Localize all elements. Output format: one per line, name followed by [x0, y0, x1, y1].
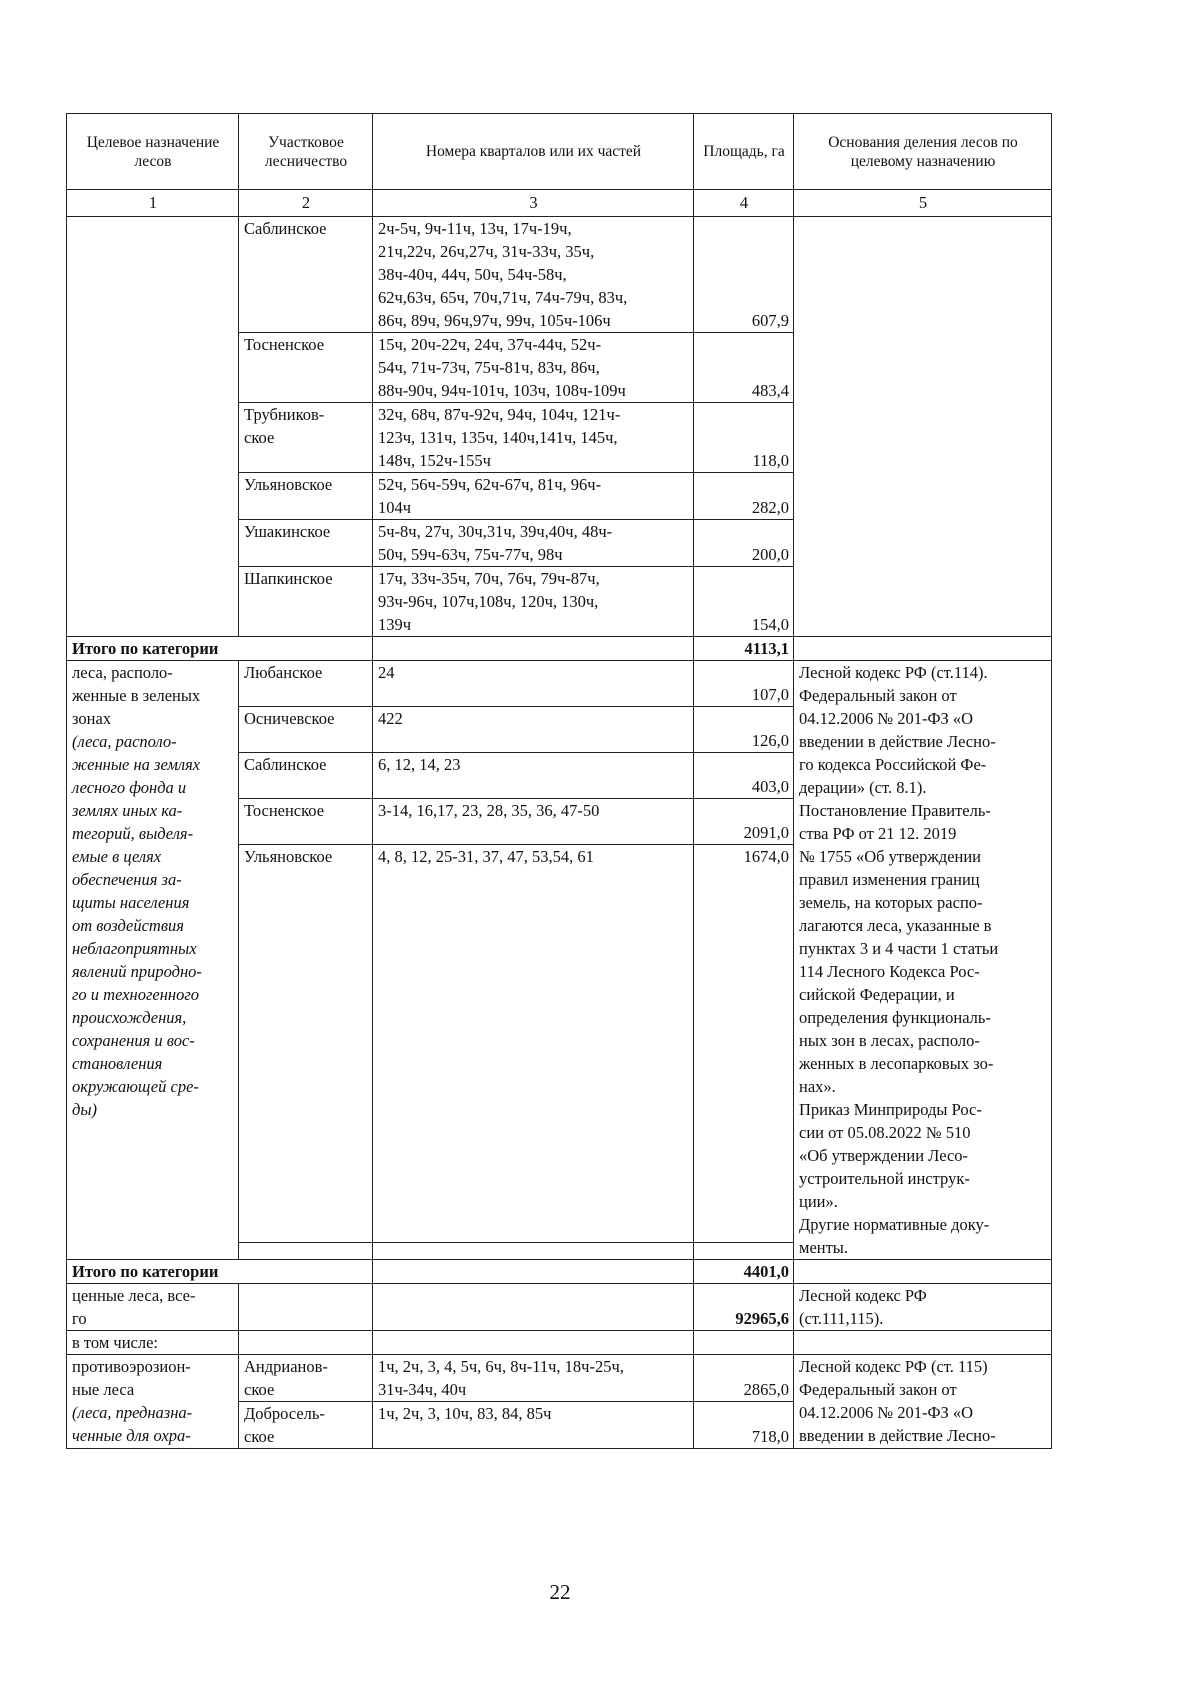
quarters-cell: 1ч, 2ч, 3, 10ч, 83, 84, 85ч	[373, 1402, 694, 1449]
category-total-row	[67, 1260, 1052, 1284]
header-basis: Основания деления лесов по целевому назначению	[794, 114, 1052, 190]
district-cell: Любанское	[239, 661, 373, 707]
valuable-total: 92965,6	[694, 1284, 794, 1331]
header-purpose: Целевое назначение лесов	[67, 114, 239, 190]
area-cell: 107,0	[694, 661, 794, 707]
empty-cell	[794, 1331, 1052, 1355]
quarters-cell: 422	[373, 707, 694, 753]
purpose-cell-empty	[67, 217, 239, 637]
district-cell: Саблинское	[239, 753, 373, 799]
area-cell: 2091,0	[694, 799, 794, 845]
area-cell: 483,4	[694, 333, 794, 403]
purpose-italic: (леса, располо- женные на землях лесного фонда и землях иных ка- тегорий, выделя- емые в целях обеспечения за- щиты населения от воздействия неблагоприятных явлений природно- го и техногенного происхождения, сохранения и вос- становления окружающей сре- ды)	[72, 732, 202, 1119]
purpose-plain: леса, располо- женные в зеленых зонах	[72, 663, 201, 728]
district-cell: Саблинское	[239, 217, 373, 333]
district-cell: Ульяновское	[239, 845, 373, 1243]
empty-cell	[239, 1284, 373, 1331]
col-num-5: 5	[794, 190, 1052, 217]
purpose-cell	[67, 1355, 239, 1449]
header-area: Площадь, га	[694, 114, 794, 190]
district-cell: Ульяновское	[239, 473, 373, 520]
header-row	[67, 114, 1052, 190]
table-row	[67, 661, 1052, 707]
area-cell: 718,0	[694, 1402, 794, 1449]
quarters-cell: 4, 8, 12, 25-31, 37, 47, 53,54, 61	[373, 845, 694, 1243]
table-row	[67, 1355, 1052, 1402]
column-number-row	[67, 190, 1052, 217]
empty-cell	[794, 1260, 1052, 1284]
including-label: в том числе:	[67, 1331, 239, 1355]
empty-cell	[794, 637, 1052, 661]
quarters-cell: 2ч-5ч, 9ч-11ч, 13ч, 17ч-19ч, 21ч,22ч, 26ч,27ч, 31ч-33ч, 35ч, 38ч-40ч, 44ч, 50ч, 54ч-58ч, 62ч,63ч, 65ч, 70ч,71ч, 74ч-79ч, 83ч, 86ч, 89ч, 96ч,97ч, 99ч, 105ч-106ч	[373, 217, 694, 333]
col-num-4: 4	[694, 190, 794, 217]
quarters-cell: 52ч, 56ч-59ч, 62ч-67ч, 81ч, 96ч- 104ч	[373, 473, 694, 520]
header-quarters: Номера кварталов или их частей	[373, 114, 694, 190]
header-district: Участковое лесничество	[239, 114, 373, 190]
empty-cell	[373, 1284, 694, 1331]
empty-cell	[373, 1331, 694, 1355]
area-cell: 154,0	[694, 567, 794, 637]
area-cell: 126,0	[694, 707, 794, 753]
quarters-cell: 3-14, 16,17, 23, 28, 35, 36, 47-50	[373, 799, 694, 845]
basis-cell-empty	[794, 217, 1052, 637]
page-number: 22	[549, 1580, 571, 1604]
district-cell: Трубников- ское	[239, 403, 373, 473]
district-cell: Осничевское	[239, 707, 373, 753]
purpose-cell	[67, 661, 239, 1260]
empty-cell	[373, 1260, 694, 1284]
empty-cell	[239, 1331, 373, 1355]
col-num-2: 2	[239, 190, 373, 217]
category-total-value: 4401,0	[694, 1260, 794, 1284]
quarters-cell: 17ч, 33ч-35ч, 70ч, 76ч, 79ч-87ч, 93ч-96ч, 107ч,108ч, 120ч, 130ч, 139ч	[373, 567, 694, 637]
forest-purpose-table	[66, 113, 1052, 1449]
col-num-1: 1	[67, 190, 239, 217]
district-cell: Андрианов- ское	[239, 1355, 373, 1402]
empty-cell	[239, 1243, 373, 1260]
basis-cell: Лесной кодекс РФ (ст.114). Федеральный закон от 04.12.2006 № 201-ФЗ «О введении в действие Лесно- го кодекса Российской Фе- дерации» (ст. 8.1). Постановление Правитель- ства РФ от 21 12. 2019 № 1755 «Об утверждении правил изменения границ земель, на которых распо- лагаются леса, указанные в пунктах 3 и 4 части 1 статьи 114 Лесного Кодекса Рос- сийской Федерации, и определения функциональ- ных зон в лесах, располо- женных в лесопарковых зо- нах». Приказ Минприроды Рос- сии от 05.08.2022 № 510 «Об утверждении Лесо- устроительной инструк- ции». Другие нормативные доку- менты.	[794, 661, 1052, 1260]
purpose-plain: противоэрозион- ные леса	[72, 1357, 191, 1399]
quarters-cell: 6, 12, 14, 23	[373, 753, 694, 799]
basis-cell: Лесной кодекс РФ (ст. 115) Федеральный закон от 04.12.2006 № 201-ФЗ «О введении в действие Лесно-	[794, 1355, 1052, 1449]
district-cell: Ушакинское	[239, 520, 373, 567]
empty-cell	[373, 1243, 694, 1260]
empty-cell	[373, 637, 694, 661]
including-row	[67, 1331, 1052, 1355]
valuable-label: ценные леса, все- го	[67, 1284, 239, 1331]
area-cell: 403,0	[694, 753, 794, 799]
category-total-row	[67, 637, 1052, 661]
area-cell: 282,0	[694, 473, 794, 520]
district-cell: Шапкинское	[239, 567, 373, 637]
area-cell: 607,9	[694, 217, 794, 333]
valuable-forests-row	[67, 1284, 1052, 1331]
empty-cell	[694, 1243, 794, 1260]
category-total-label: Итого по категории	[67, 637, 373, 661]
quarters-cell: 24	[373, 661, 694, 707]
table-row	[67, 217, 1052, 333]
quarters-cell: 32ч, 68ч, 87ч-92ч, 94ч, 104ч, 121ч- 123ч, 131ч, 135ч, 140ч,141ч, 145ч, 148ч, 152ч-155ч	[373, 403, 694, 473]
category-total-value: 4113,1	[694, 637, 794, 661]
area-cell: 118,0	[694, 403, 794, 473]
quarters-cell: 15ч, 20ч-22ч, 24ч, 37ч-44ч, 52ч- 54ч, 71ч-73ч, 75ч-81ч, 83ч, 86ч, 88ч-90ч, 94ч-101ч, 103ч, 108ч-109ч	[373, 333, 694, 403]
col-num-3: 3	[373, 190, 694, 217]
district-cell: Тосненское	[239, 799, 373, 845]
area-cell: 1674,0	[694, 845, 794, 1243]
quarters-cell: 5ч-8ч, 27ч, 30ч,31ч, 39ч,40ч, 48ч- 50ч, 59ч-63ч, 75ч-77ч, 98ч	[373, 520, 694, 567]
area-cell: 2865,0	[694, 1355, 794, 1402]
quarters-cell: 1ч, 2ч, 3, 4, 5ч, 6ч, 8ч-11ч, 18ч-25ч, 31ч-34ч, 40ч	[373, 1355, 694, 1402]
district-cell: Тосненское	[239, 333, 373, 403]
purpose-italic: (леса, предназна- ченные для охра-	[72, 1403, 193, 1445]
valuable-basis: Лесной кодекс РФ (ст.111,115).	[794, 1284, 1052, 1331]
category-total-label: Итого по категории	[67, 1260, 373, 1284]
area-cell: 200,0	[694, 520, 794, 567]
empty-cell	[694, 1331, 794, 1355]
district-cell: Добросель- ское	[239, 1402, 373, 1449]
